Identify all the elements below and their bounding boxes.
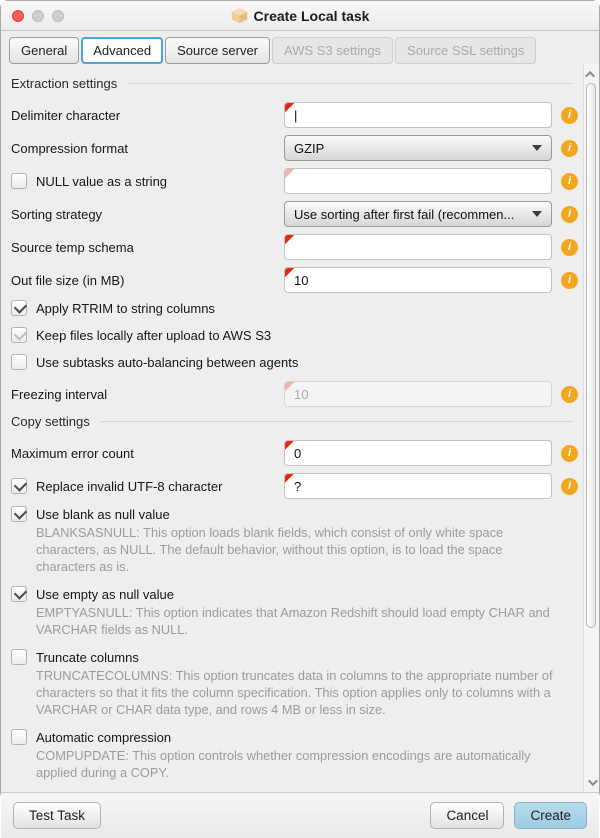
checkbox-label: Use empty as null value [36,586,175,602]
compression-format-dropdown[interactable] [284,135,552,161]
info-icon[interactable]: i [561,206,578,223]
tab-advanced[interactable]: Advanced [81,37,163,64]
section-title: Copy settings [11,414,90,429]
field-label: Source temp schema [11,239,134,255]
dropdown-selected-value: GZIP [294,140,325,156]
chevron-down-icon [588,776,598,786]
option-description: TRUNCATECOLUMNS: This option truncates data in columns to the appropriate number of characters so that it fits the column specification. This option applies only to columns with a VARCHAR or CHAR data type, and rows 4 MB or less in size. [36,668,553,718]
vertical-scrollbar[interactable] [583,64,599,792]
option-automatic-compression [11,729,573,781]
maximum-error-count-input[interactable] [284,440,552,466]
tab-bar [1,31,599,64]
field-maximum-error-count [11,440,573,466]
null-string-input[interactable] [284,168,552,194]
dialog-footer [1,792,599,838]
option-blank-as-null [11,506,573,575]
section-title: Extraction settings [11,76,118,91]
replace-utf8-input[interactable] [284,473,552,499]
required-marker [284,440,552,466]
required-marker [284,473,552,499]
info-icon[interactable]: i [561,140,578,157]
automatic-compression-checkbox[interactable] [11,729,27,745]
required-marker [284,234,552,260]
rtrim-checkbox[interactable] [11,300,27,316]
package-cube-icon [231,7,248,24]
option-empty-as-null [11,586,573,638]
checkbox-label: NULL value as a string [36,173,168,189]
tab-aws-s3-settings: AWS S3 settings [272,37,393,64]
cancel-button[interactable]: Cancel [430,802,504,829]
window-title: Create Local task [253,7,370,24]
option-description: EMPTYASNULL: This option indicates that Amazon Redshift should load empty CHAR and VARCHAR fields as NULL. [36,605,550,638]
field-delimiter-character [11,102,573,128]
checkbox-row-rtrim [11,300,573,316]
info-icon[interactable]: i [561,272,578,289]
form-scroll-area [1,64,599,792]
scroll-up-button[interactable] [584,66,599,82]
null-string-checkbox[interactable] [11,173,27,189]
dropdown-selected-value: Use sorting after first fail (recommen... [294,206,515,222]
field-out-file-size [11,267,573,293]
sorting-strategy-dropdown[interactable] [284,201,552,227]
field-replace-invalid-utf8 [11,473,573,499]
field-null-value-as-string [11,168,573,194]
window-controls [12,10,64,22]
out-file-size-input[interactable] [284,267,552,293]
chevron-down-icon [532,211,542,217]
title-bar [1,1,599,31]
field-label: Sorting strategy [11,206,103,222]
freezing-interval-input [284,381,552,407]
info-icon[interactable]: i [561,239,578,256]
tab-source-ssl-settings: Source SSL settings [395,37,536,64]
info-icon[interactable]: i [561,445,578,462]
create-button[interactable]: Create [514,802,587,829]
field-label: Maximum error count [11,445,134,461]
minimize-button[interactable] [32,10,44,22]
field-label: Compression format [11,140,129,156]
checkbox-label: Automatic compression [36,729,172,745]
info-icon[interactable]: i [561,478,578,495]
empty-as-null-checkbox[interactable] [11,586,27,602]
chevron-down-icon [532,145,542,151]
section-extraction-settings [11,76,573,91]
replace-utf8-checkbox[interactable] [11,478,27,494]
scrollbar-thumb[interactable] [586,83,596,628]
required-marker [284,168,552,194]
test-task-button[interactable]: Test Task [13,802,101,829]
field-label: Out file size (in MB) [11,272,125,288]
option-truncate-columns [11,649,573,718]
blank-as-null-checkbox[interactable] [11,506,27,522]
required-marker [284,267,552,293]
field-label: Delimiter character [11,107,121,123]
checkbox-row-subtasks-balancing [11,354,573,370]
section-copy-settings [11,414,573,429]
info-icon[interactable]: i [561,173,578,190]
checkbox-label: Use blank as null value [36,506,170,522]
zoom-button[interactable] [52,10,64,22]
field-compression-format [11,135,573,161]
section-divider [100,421,573,422]
scroll-down-button[interactable] [584,774,599,790]
source-temp-schema-input[interactable] [284,234,552,260]
field-source-temp-schema [11,234,573,260]
checkbox-label: Truncate columns [36,649,139,665]
checkbox-label: Replace invalid UTF-8 character [36,478,223,494]
chevron-up-icon [585,70,595,80]
keep-files-checkbox [11,327,27,343]
option-description: COMPUPDATE: This option controls whether compression encodings are automatically applied during a COPY. [36,748,531,781]
field-freezing-interval [11,381,573,407]
subtasks-balancing-checkbox[interactable] [11,354,27,370]
field-label: Freezing interval [11,386,108,402]
required-marker [284,102,552,128]
checkbox-label: Keep files locally after upload to AWS S3 [36,327,272,343]
checkbox-row-keep-files [11,327,573,343]
truncate-columns-checkbox[interactable] [11,649,27,665]
checkbox-label: Apply RTRIM to string columns [36,300,215,316]
close-button[interactable] [12,10,24,22]
field-sorting-strategy [11,201,573,227]
required-marker [284,381,552,407]
checkbox-label: Use subtasks auto-balancing between agents [36,354,299,370]
tab-source-server[interactable]: Source server [165,37,270,64]
section-divider [127,83,573,84]
option-description: BLANKSASNULL: This option loads blank fields, which consist of only white space characters, as NULL. The default behavior, without this option, is to load the space characters as is. [36,525,504,575]
tab-general[interactable]: General [9,37,79,64]
info-icon[interactable]: i [561,386,578,403]
delimiter-input[interactable] [284,102,552,128]
info-icon[interactable]: i [561,107,578,124]
